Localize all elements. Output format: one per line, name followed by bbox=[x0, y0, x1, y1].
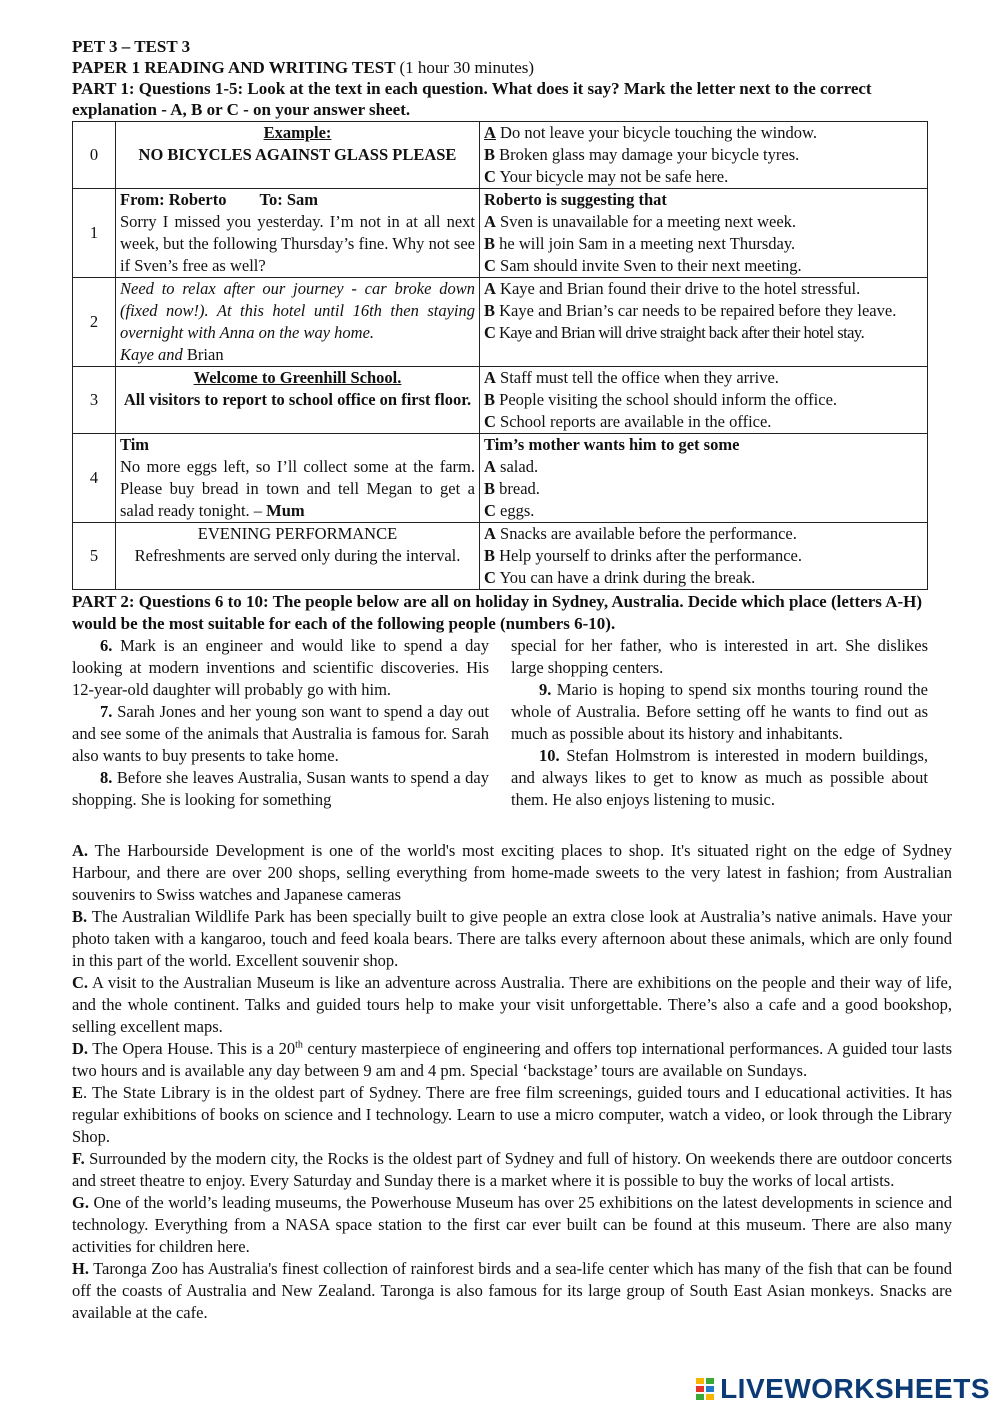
part1-instructions: PART 1: Questions 1-5: Look at the text in each question. What does it say? Mark the letter next to the correct explanation - A, B or C - on your answer sheet. bbox=[72, 79, 872, 119]
options-cell bbox=[480, 523, 928, 590]
place-item: D. The Opera House. This is a 20th century masterpiece of engineering and offers top international performances. A guided tour lasts two hours and is available any day between 9 am and 4 pm. Special ‘backstage’ tours are available on Sundays. bbox=[72, 1039, 952, 1080]
person-item: 10. Stefan Holmstrom is interested in modern buildings, and always likes to get to know as much as possible about them. He also enjoys listening to music. bbox=[511, 746, 928, 809]
option-a[interactable]: A Staff must tell the office when they arrive. bbox=[484, 368, 779, 387]
question-number: 5 bbox=[73, 523, 116, 590]
question-number: 1 bbox=[73, 189, 116, 278]
option-c[interactable]: C Your bicycle may not be safe here. bbox=[484, 167, 729, 186]
place-item: F. Surrounded by the modern city, the Rocks is the oldest part of Sydney and full of history. On weekends there are outdoor concerts and street theatre to enjoy. Every Saturday and Sunday there is a market where it is possible to buy the works of local artists. bbox=[72, 1149, 953, 1190]
option-c[interactable]: C eggs. bbox=[484, 501, 535, 520]
part1-question-table bbox=[72, 121, 928, 590]
person-item: special for her father, who is interested in art. She dislikes large shopping centers. bbox=[511, 636, 928, 677]
person-item: 6. Mark is an engineer and would like to spend a day looking at modern inventions and scientific discoveries. His 12-year-old daughter will probably go with him. bbox=[72, 636, 489, 699]
option-c[interactable]: C Kaye and Brian will drive straight back after their hotel stay. bbox=[484, 323, 865, 342]
table-row bbox=[73, 434, 928, 523]
place-item: G. One of the world’s leading museums, the Powerhouse Museum has over 25 exhibitions on the latest developments in science and technology. Everything from a NASA space station to the first car ever built can be found at this museum. There are also many activities for children here. bbox=[72, 1193, 953, 1256]
option-b[interactable]: B Broken glass may damage your bicycle tyres. bbox=[484, 145, 800, 164]
option-a[interactable]: A Do not leave your bicycle touching the window. bbox=[484, 123, 817, 142]
notice-cell: Example: NO BICYCLES AGAINST GLASS PLEASE bbox=[116, 122, 480, 189]
options-cell bbox=[480, 367, 928, 434]
people-column-left bbox=[72, 635, 489, 811]
option-a[interactable]: A Snacks are available before the performance. bbox=[484, 524, 797, 543]
option-b[interactable]: B People visiting the school should inform the office. bbox=[484, 390, 838, 409]
place-item: A. The Harbourside Development is one of the world's most exciting places to shop. It's situated right on the edge of Sydney Harbour, and there are over 200 shops, selling everything from home-made sweets to the very latest in fashion; from Australian souvenirs to Swiss watches and Japanese cameras bbox=[72, 841, 952, 904]
notice-cell: From: Roberto To: Sam Sorry I missed you yesterday. I’m not in at all next week, but the following Thursday’s fine. Why not see if Sven’s free as well? bbox=[116, 189, 480, 278]
options-cell: Roberto is suggesting that A Sven is unavailable for a meeting next week. B he will join Sam in a meeting next Thursday. C Sam should invite Sven to their next meeting. bbox=[480, 189, 928, 278]
question-number: 2 bbox=[73, 278, 116, 367]
part2-instructions: PART 2: Questions 6 to 10: The people below are all on holiday in Sydney, Australia. Decide which place (letters A-H) would be the most suitable for each of the following people (numbers 6-10). bbox=[72, 592, 923, 633]
notice-cell: Welcome to Greenhill School. All visitors to report to school office on first floor. bbox=[116, 367, 480, 434]
place-item: E. The State Library is in the oldest part of Sydney. There are free film screenings, guided tours and I educational activities. It has regular exhibitions of books on science and I technology. Learn to use a micro computer, watch a video, or look through the Library Shop. bbox=[72, 1083, 952, 1146]
place-item: B. The Australian Wildlife Park has been specially built to give people an extra close look at Australia’s native animals. Have your photo taken with a kangaroo, touch and feed koala bears. There are talks every afternoon about these animals, which are only found in this part of the world. Excellent souvenir shop. bbox=[72, 907, 953, 970]
notice-cell: Tim No more eggs left, so I’ll collect some at the farm. Please buy bread in town and tell Megan to get a salad ready tonight. – Mum bbox=[116, 434, 480, 523]
worksheet-page bbox=[72, 36, 928, 811]
notice-cell: EVENING PERFORMANCE Refreshments are served only during the interval. bbox=[116, 523, 480, 590]
option-b[interactable]: B Kaye and Brian’s car needs to be repaired before they leave. bbox=[484, 301, 897, 320]
people-column-right bbox=[511, 635, 928, 811]
question-number: 4 bbox=[73, 434, 116, 523]
options-cell bbox=[480, 122, 928, 189]
person-item: 8. Before she leaves Australia, Susan wants to spend a day shopping. She is looking for something bbox=[72, 768, 490, 809]
table-row bbox=[73, 278, 928, 367]
option-a[interactable]: A salad. bbox=[484, 457, 539, 476]
table-row bbox=[73, 367, 928, 434]
option-a[interactable]: A Sven is unavailable for a meeting next week. bbox=[484, 212, 797, 231]
option-c[interactable]: C Sam should invite Sven to their next meeting. bbox=[484, 256, 802, 275]
logo-text: LIVEWORKSHEETS bbox=[720, 1373, 990, 1404]
place-item: C. A visit to the Australian Museum is like an adventure across Australia. There are exhibitions on the people and their way of life, and the whole continent. Talks and guided tours help to make your visit unforgettable. There’s also a cafe and a good bookshop, selling excellent maps. bbox=[72, 973, 953, 1036]
option-c[interactable]: C You can have a drink during the break. bbox=[484, 568, 756, 587]
option-b[interactable]: B Help yourself to drinks after the performance. bbox=[484, 546, 802, 565]
option-c[interactable]: C School reports are available in the office. bbox=[484, 412, 772, 431]
person-item: 7. Sarah Jones and her young son want to spend a day out and see some of the animals that Australia is famous for. Sarah also wants to buy presents to take home. bbox=[72, 702, 489, 765]
table-row bbox=[73, 122, 928, 189]
table-row bbox=[73, 523, 928, 590]
option-b[interactable]: B bread. bbox=[484, 479, 540, 498]
options-cell bbox=[480, 278, 928, 367]
person-item: 9. Mario is hoping to spend six months touring round the whole of Australia. Before setting off he wants to find out as much as possible about its history and inhabitants. bbox=[511, 680, 929, 743]
question-number: 0 bbox=[73, 122, 116, 189]
people-columns bbox=[72, 635, 928, 811]
question-number: 3 bbox=[73, 367, 116, 434]
places-list bbox=[72, 840, 952, 1324]
option-b[interactable]: B he will join Sam in a meeting next Thursday. bbox=[484, 234, 796, 253]
logo-grid-icon bbox=[696, 1378, 714, 1400]
place-item: H. Taronga Zoo has Australia's finest collection of rainforest birds and a sea-life center which has many of the fish that can be found off the coasts of Australia and New Zealand. Taronga is also famous for its large group of South East Asian monkeys. Snacks are available at the cafe. bbox=[72, 1259, 952, 1322]
table-row bbox=[73, 189, 928, 278]
notice-cell: Need to relax after our journey - car broke down (fixed now!). At this hotel until 16th then staying overnight with Anna on the way home. Kaye and Brian bbox=[116, 278, 480, 367]
paper-title: PAPER 1 READING AND WRITING TEST (1 hour 30 minutes) bbox=[72, 58, 535, 77]
test-title: PET 3 – TEST 3 bbox=[72, 37, 191, 56]
option-a[interactable]: A Kaye and Brian found their drive to the hotel stressful. bbox=[484, 279, 861, 298]
liveworksheets-logo[interactable] bbox=[696, 1373, 990, 1405]
options-cell: Tim’s mother wants him to get some A salad. B bread. C eggs. bbox=[480, 434, 928, 523]
